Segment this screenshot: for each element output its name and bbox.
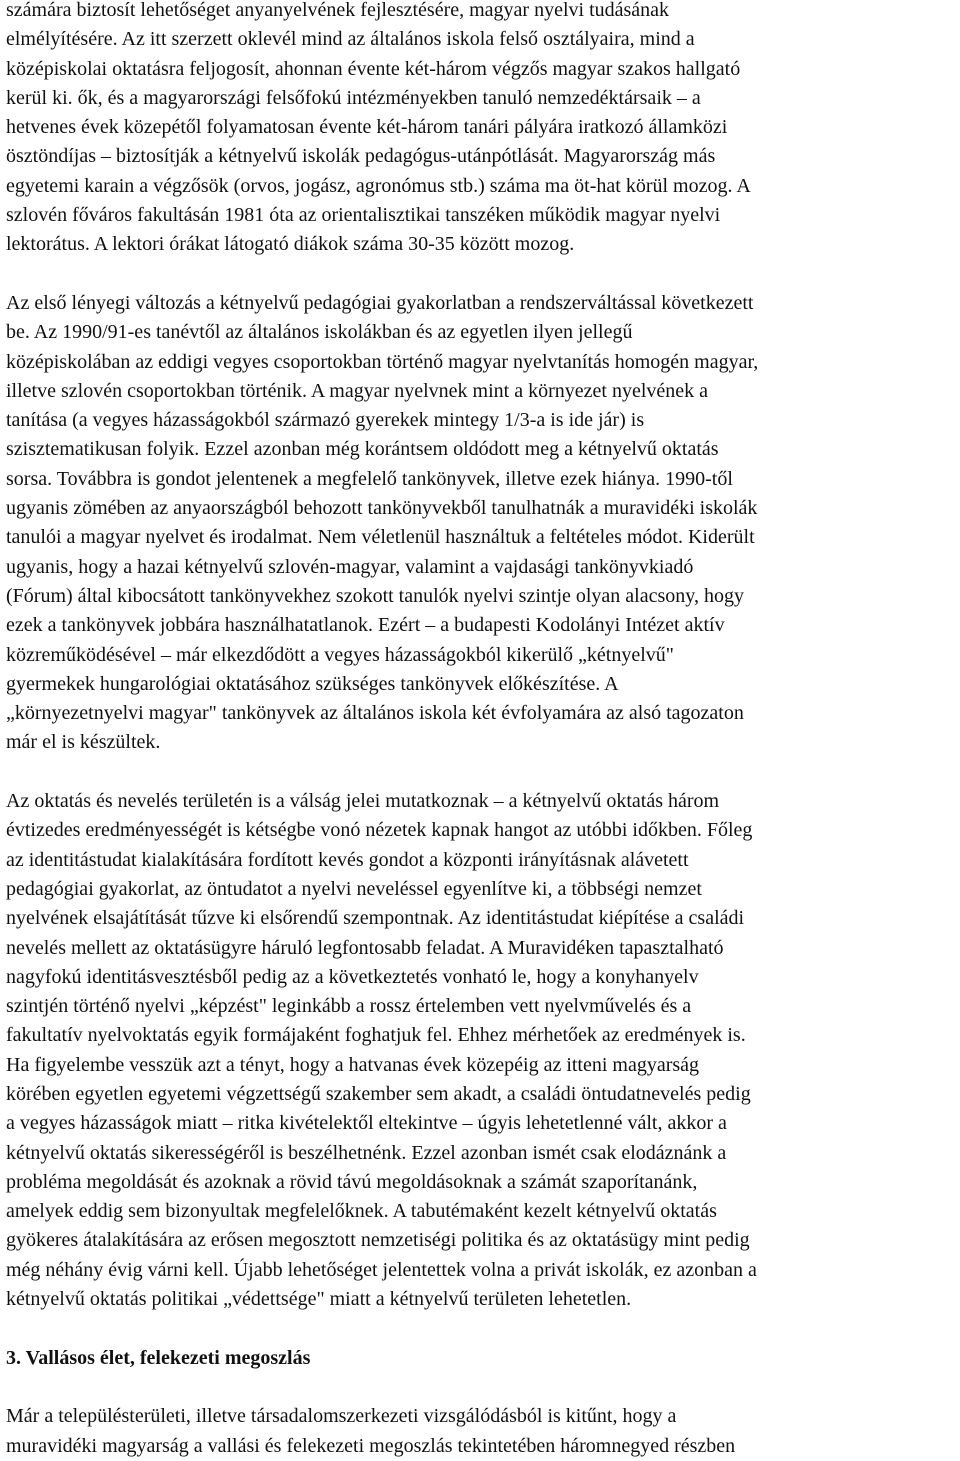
text-line: probléma megoldását és azoknak a rövid távú megoldásoknak a számát szaporítanánk,	[6, 1170, 698, 1193]
text-line: tanulói a magyar nyelvet és irodalmat. Nem véletlenül használtuk a feltételes módot. Kiderült	[6, 526, 755, 549]
text-line: Az oktatás és nevelés területén is a válság jelei mutatkoznak – a kétnyelvű oktatás három	[6, 790, 720, 813]
text-line: ösztöndíjas – biztosítják a kétnyelvű iskolák pedagógus-utánpótlását. Magyarország más	[6, 145, 716, 168]
text-line: amelyek eddig sem bizonyultak megfelelőknek. A tabutémaként kezelt kétnyelvű oktatás	[6, 1200, 717, 1223]
text-line: (Fórum) által kibocsátott tankönyvekhez szokott tanulók nyelvi szintje olyan alacsony, hogy	[6, 584, 744, 607]
text-line: a vegyes házasságok miatt – ritka kivételektől eltekintve – úgyis lehetetlenné vált, akkor a	[6, 1112, 727, 1135]
text-line: Ha figyelembe vesszük azt a tényt, hogy a hatvanas évek közepéig az itteni magyarság	[6, 1053, 700, 1076]
text-line: hetvenes évek közepétől folyamatosan évente két-három tanári pályára iratkozó államközi	[6, 116, 728, 139]
text-line: nevelés mellett az oktatásügyre háruló legfontosabb feladat. A Muravidéken tapasztalható	[6, 936, 724, 959]
paragraph-4	[6, 1402, 956, 1461]
paragraph-gap	[6, 260, 956, 289]
paragraph-gap	[6, 1314, 956, 1343]
text-line: nagyfokú identitásvesztésből pedig az a következtetés vonható le, hogy a konyhanyelv	[6, 965, 699, 988]
text-line: már el is készültek.	[6, 731, 161, 754]
text-line: középiskolában az eddigi vegyes csoportokban történő magyar nyelvtanítás homogén magyar,	[6, 350, 759, 373]
text-line: elmélyítésére. Az itt szerzett oklevél mind az általános iskola felső osztályaira, mind a	[6, 28, 695, 51]
text-line: egyetemi karain a végzősök (orvos, jogász, agronómus stb.) száma ma öt-hat körül mozog. A	[6, 174, 751, 197]
section-heading: 3. Vallásos élet, felekezeti megoszlás	[6, 1346, 311, 1369]
text-line: kétnyelvű oktatás sikerességéről is beszélhetnénk. Ezzel azonban ismét csak elodáznánk a	[6, 1141, 727, 1164]
text-line: fakultatív nyelvoktatás egyik formájaként foghatjuk fel. Ehhez mérhetőek az eredmények is.	[6, 1024, 746, 1047]
text-line: gyermekek hungarológiai oktatásához szükséges tankönyvek előkészítése. A	[6, 672, 619, 695]
text-line: illetve szlovén csoportokban történik. A magyar nyelvnek mint a környezet nyelvének a	[6, 379, 709, 402]
text-line: gyökeres átalakítására az erősen megosztott nemzetiségi politika és az oktatásügy mint pedig	[6, 1229, 750, 1252]
text-line: szintjén történő nyelvi „képzést" leginkább a rossz értelemben vett nyelvművelés és a	[6, 995, 692, 1018]
text-line: évtizedes eredményességét is kétségbe vonó nézetek kapnak hangot az utóbbi időkben. Főleg	[6, 819, 753, 842]
text-line: ugyanis zömében az anyaországból behozott tankönyvekből tanulhatnák a muravidéki iskolák	[6, 497, 758, 520]
text-line: Már a településterületi, illetve társadalomszerkezeti vizsgálódásból is kitűnt, hogy a	[6, 1405, 677, 1428]
text-line: körében egyetlen egyetemi végzettségű szakember sem akadt, a családi öntudatnevelés pedig	[6, 1082, 751, 1105]
text-line: nyelvének elsajátítását tűzve ki elsőrendű szempontnak. Az identitástudat kiépítése a családi	[6, 907, 745, 930]
text-line: az identitástudat kialakítására fordított kevés gondot a központi irányításnak alávetett	[6, 848, 689, 871]
paragraph-1	[6, 0, 956, 260]
paragraph-3	[6, 787, 956, 1314]
document-page	[6, 0, 956, 1461]
text-line: sorsa. Továbbra is gondot jelentenek a megfelelő tankönyvek, illetve ezek hiánya. 1990-től	[6, 467, 733, 490]
paragraph-gap	[6, 758, 956, 787]
text-line: középiskolai oktatásra feljogosít, ahonnan évente két-három végzős magyar szakos hallgató	[6, 57, 741, 80]
text-line: „környezetnyelvi magyar" tankönyvek az általános iskola két évfolyamára az alsó tagozaton	[6, 702, 744, 725]
paragraph-gap	[6, 1373, 956, 1402]
text-line: szlovén főváros fakultásán 1981 óta az orientalisztikai tanszéken működik magyar nyelvi	[6, 204, 721, 227]
text-line: ezek a tankönyvek jobbára használhatatlanok. Ezért – a budapesti Kodolányi Intézet aktív	[6, 614, 725, 637]
text-line: muravidéki magyarság a vallási és felekezeti megoszlás tekintetében háromnegyed részben	[6, 1434, 736, 1457]
text-line: számára biztosít lehetőséget anyanyelvének fejlesztésére, magyar nyelvi tudásának	[6, 0, 670, 21]
paragraph-2	[6, 289, 956, 758]
text-line: lektorátus. A lektori órákat látogató diákok száma 30-35 között mozog.	[6, 233, 575, 256]
text-line: Az első lényegi változás a kétnyelvű pedagógiai gyakorlatban a rendszerváltással következett	[6, 291, 754, 314]
text-line: még néhány évig várni kell. Újabb lehetőséget jelentettek volna a privát iskolák, ez azonban a	[6, 1258, 757, 1281]
text-line: be. Az 1990/91-es tanévtől az általános iskolákban és az egyetlen ilyen jellegű	[6, 321, 633, 344]
text-line: szisztematikusan folyik. Ezzel azonban még korántsem oldódott meg a kétnyelvű oktatás	[6, 438, 719, 461]
text-line: kétnyelvű oktatás politikai „védettsége" miatt a kétnyelvű területen lehetetlen.	[6, 1288, 632, 1311]
text-line: pedagógiai gyakorlat, az öntudatot a nyelvi neveléssel egyenlítve ki, a többségi nemzet	[6, 877, 702, 900]
text-line: kerül ki. ők, és a magyarországi felsőfokú intézményekben tanuló nemzedéktársaik – a	[6, 86, 701, 109]
text-line: közreműködésével – már elkezdődött a vegyes házasságokból kikerülő „kétnyelvű"	[6, 643, 674, 666]
text-line: ugyanis, hogy a hazai kétnyelvű szlovén-magyar, valamint a vajdasági tankönyvkiadó	[6, 555, 694, 578]
text-line: tanítása (a vegyes házasságokból származó gyerekek mintegy 1/3-a is ide jár) is	[6, 409, 645, 432]
